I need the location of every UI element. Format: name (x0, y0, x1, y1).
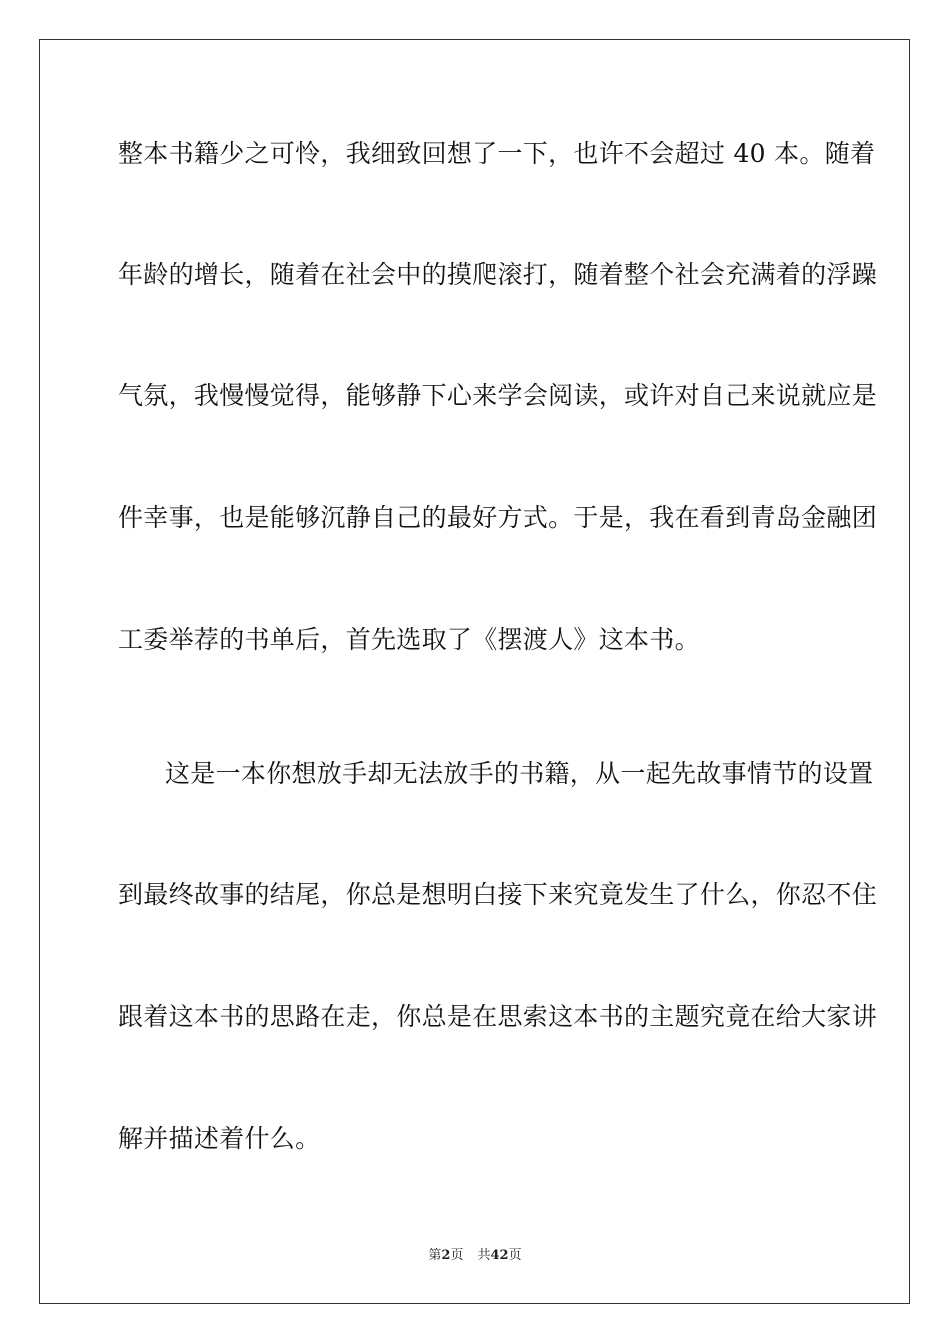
total-prefix: 共 (477, 1248, 491, 1263)
body-line-5: 工委举荐的书单后，首先选取了《摆渡人》这本书。 (118, 625, 700, 654)
page-footer (0, 1247, 950, 1265)
body-line-6: 这是一本你想放手却无法放手的书籍，从一起先故事情节的设置 (165, 759, 874, 788)
body-line-3: 气氛，我慢慢觉得，能够静下心来学会阅读，或许对自己来说就应是 (118, 381, 878, 410)
page-border (39, 39, 910, 1304)
body-line-1: 整本书籍少之可怜，我细致回想了一下，也许不会超过 40 本。随着 (118, 139, 876, 168)
body-line-9: 解并描述着什么。 (118, 1124, 321, 1153)
body-line-8: 跟着这本书的思路在走，你总是在思索这本书的主题究竟在给大家讲 (118, 1002, 878, 1031)
total-suffix: 页 (508, 1248, 522, 1263)
page-number: 2 (441, 1248, 451, 1263)
page-suffix: 页 (450, 1248, 464, 1263)
body-line-7: 到最终故事的结尾，你总是想明白接下来究竟发生了什么，你忍不住 (118, 880, 878, 909)
total-pages: 42 (490, 1248, 509, 1263)
body-line-4: 件幸事，也是能够沉静自己的最好方式。于是，我在看到青岛金融团 (118, 503, 878, 532)
body-line-2: 年龄的增长，随着在社会中的摸爬滚打，随着整个社会充满着的浮躁 (118, 260, 878, 289)
page-prefix: 第 (428, 1248, 442, 1263)
